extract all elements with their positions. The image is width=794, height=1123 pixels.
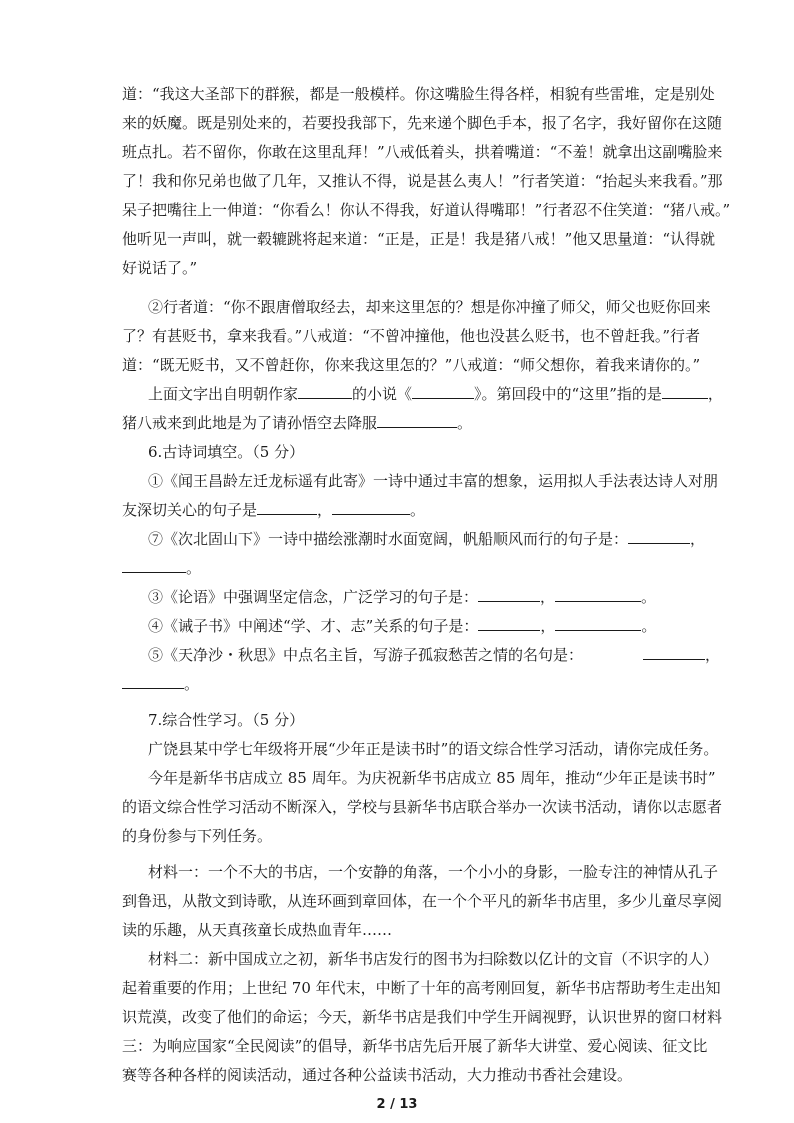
q6-text: 。 bbox=[641, 588, 657, 606]
passage-line: 好说话了。” bbox=[122, 259, 198, 277]
passage-line: 他听见一声叫，就一毂辘跳将起来道：“正是，正是！我是猪八戒！”他又思量道：“认得就 bbox=[122, 230, 716, 248]
answer-blank[interactable] bbox=[122, 674, 184, 689]
q5-line-2 bbox=[122, 413, 472, 433]
page-number: 2 / 13 bbox=[376, 1097, 418, 1112]
q6-text: ， bbox=[705, 646, 721, 664]
q6-text: ， bbox=[540, 617, 556, 635]
q6-text: 。 bbox=[410, 501, 426, 519]
q6-text: ， bbox=[317, 501, 333, 519]
answer-blank[interactable] bbox=[478, 587, 540, 602]
q6-item-1: ①《闻王昌龄左迁龙标遥有此寄》一诗中通过丰富的想象，运用拟人手法表达诗人对朋 bbox=[148, 472, 719, 490]
material-two: 识荒漠，改变了他们的命运；今天，新华书店是我们中学生开阔视野，认识世界的窗口材料 bbox=[122, 1008, 723, 1026]
q5-line-1 bbox=[148, 384, 723, 404]
passage-line: 了！我和你兄弟也做了几年，又推认不得，说是甚么夷人！”行者笑道：“抬起头来我看。”那 bbox=[122, 172, 723, 190]
answer-blank[interactable] bbox=[377, 413, 457, 428]
q6-text: 。 bbox=[186, 559, 202, 577]
q6-text: ， bbox=[540, 588, 556, 606]
q6-item-5 bbox=[148, 645, 720, 665]
q5-text: 上面文字出自明朝作家 bbox=[148, 385, 299, 403]
q6-text: 。 bbox=[184, 675, 200, 693]
answer-blank[interactable] bbox=[122, 558, 186, 573]
q5-text: 的小说《 bbox=[352, 385, 413, 403]
material-two: 起着重要的作用；上世纪 70 年代末，中断了十年的高考刚回复，新华书店帮助考生走出知 bbox=[122, 979, 721, 997]
passage-line: 道：“既无贬书，又不曾赶你，你来我这里怎的？”八戒道：“师父想你，着我来请你的。” bbox=[122, 356, 701, 374]
answer-blank[interactable] bbox=[643, 645, 705, 660]
q7-paragraph: 广饶县某中学七年级将开展“少年正是读书时”的语文综合性学习活动，请你完成任务。 bbox=[148, 740, 719, 758]
material-one: 材料一：一个不大的书店，一个安静的角落，一个小小的身影，一脸专注的神情从孔子 bbox=[148, 863, 719, 881]
q6-text: ⑦《次北固山下》一诗中描绘涨潮时水面宽阔，帆船顺风而行的句子是： bbox=[148, 530, 629, 548]
answer-blank[interactable] bbox=[628, 529, 690, 544]
material-three: 三：为响应国家“全民阅读”的倡导，新华书店先后开展了新华大讲堂、爱心阅读、征文比 bbox=[122, 1037, 708, 1055]
q6-item-2-cont bbox=[122, 558, 201, 578]
answer-blank[interactable] bbox=[257, 500, 317, 515]
q6-item-4 bbox=[148, 616, 656, 636]
q7-paragraph: 的语文综合性学习活动不断深入，学校与县新华书店联合举办一次读书活动，请你以志愿者 bbox=[122, 798, 723, 816]
q5-text: 猪八戒来到此地是为了请孙悟空去降服 bbox=[122, 414, 378, 432]
material-three: 赛等各种各样的阅读活动，通过各种公益读书活动，大力推动书香社会建设。 bbox=[122, 1066, 633, 1084]
q5-text: ， bbox=[707, 385, 723, 403]
q6-text: ， bbox=[690, 530, 706, 548]
q6-text: ③《论语》中强调坚定信念，广泛学习的句子是： bbox=[148, 588, 479, 606]
answer-blank[interactable] bbox=[298, 384, 352, 399]
q5-text: 。 bbox=[457, 414, 473, 432]
passage-line: 道：“我这大圣部下的群猴，都是一般模样。你这嘴脸生得各样，相貌有些雷堆，定是别处 bbox=[122, 85, 715, 103]
q6-item-3 bbox=[148, 587, 656, 607]
material-one: 到鲁迅，从散文到诗歌，从连环画到章回体，在一个个平凡的新华书店里，多少儿童尽享阅 bbox=[122, 892, 723, 910]
q6-item-1-cont bbox=[122, 500, 425, 520]
q5-text: 》。第回段中的“这里”指的是 bbox=[474, 385, 662, 403]
answer-blank[interactable] bbox=[662, 384, 708, 399]
answer-blank[interactable] bbox=[478, 616, 540, 631]
answer-blank[interactable] bbox=[412, 384, 474, 399]
q6-item-2 bbox=[148, 529, 705, 549]
answer-blank[interactable] bbox=[555, 587, 641, 602]
q6-heading: 6.古诗词填空。（5 分） bbox=[148, 443, 305, 461]
passage-line: 来的妖魔。既是别处来的，若要投我部下，先来递个脚色手本，报了名字，我好留你在这随 bbox=[122, 114, 723, 132]
passage-line: 班点扎。若不留你，你敢在这里乱拜！”八戒低着头，拱着嘴道：“不羞！就拿出这副嘴脸来 bbox=[122, 143, 723, 161]
q7-paragraph: 的身份参与下列任务。 bbox=[122, 827, 273, 845]
q6-text: ⑤《天净沙・秋思》中点名主旨，写游子孤寂愁苦之情的名句是： bbox=[148, 646, 584, 664]
answer-blank[interactable] bbox=[555, 616, 641, 631]
passage-line: 了？有甚贬书，拿来我看。”八戒道：“不曾冲撞他，他也没甚么贬书，也不曾赶我。”行者 bbox=[122, 327, 701, 345]
q6-text: 。 bbox=[641, 617, 657, 635]
q6-text: ④《诫子书》中阐述“学、才、志”关系的句子是： bbox=[148, 617, 479, 635]
material-two: 材料二：新中国成立之初，新华书店发行的图书为扫除数以亿计的文盲（不识字的人） bbox=[148, 950, 719, 968]
passage-line: 呆子把嘴往上一伸道：“你看么！你认不得我，好道认得嘴耶！”行者忍不住笑道：“猪八戒。” bbox=[122, 201, 731, 219]
q6-item-5-cont bbox=[122, 674, 199, 694]
material-one: 读的乐趣，从天真孩童长成热血青年…… bbox=[122, 921, 393, 939]
q7-paragraph: 今年是新华书店成立 85 周年。为庆祝新华书店成立 85 周年，推动“少年正是读书时” bbox=[148, 769, 716, 787]
answer-blank[interactable] bbox=[332, 500, 410, 515]
q6-text: 友深切关心的句子是 bbox=[122, 501, 258, 519]
q7-heading: 7.综合性学习。（5 分） bbox=[148, 711, 305, 729]
passage-line: ②行者道：“你不跟唐僧取经去，却来这里怎的？想是你冲撞了师父，师父也贬你回来 bbox=[148, 298, 711, 316]
